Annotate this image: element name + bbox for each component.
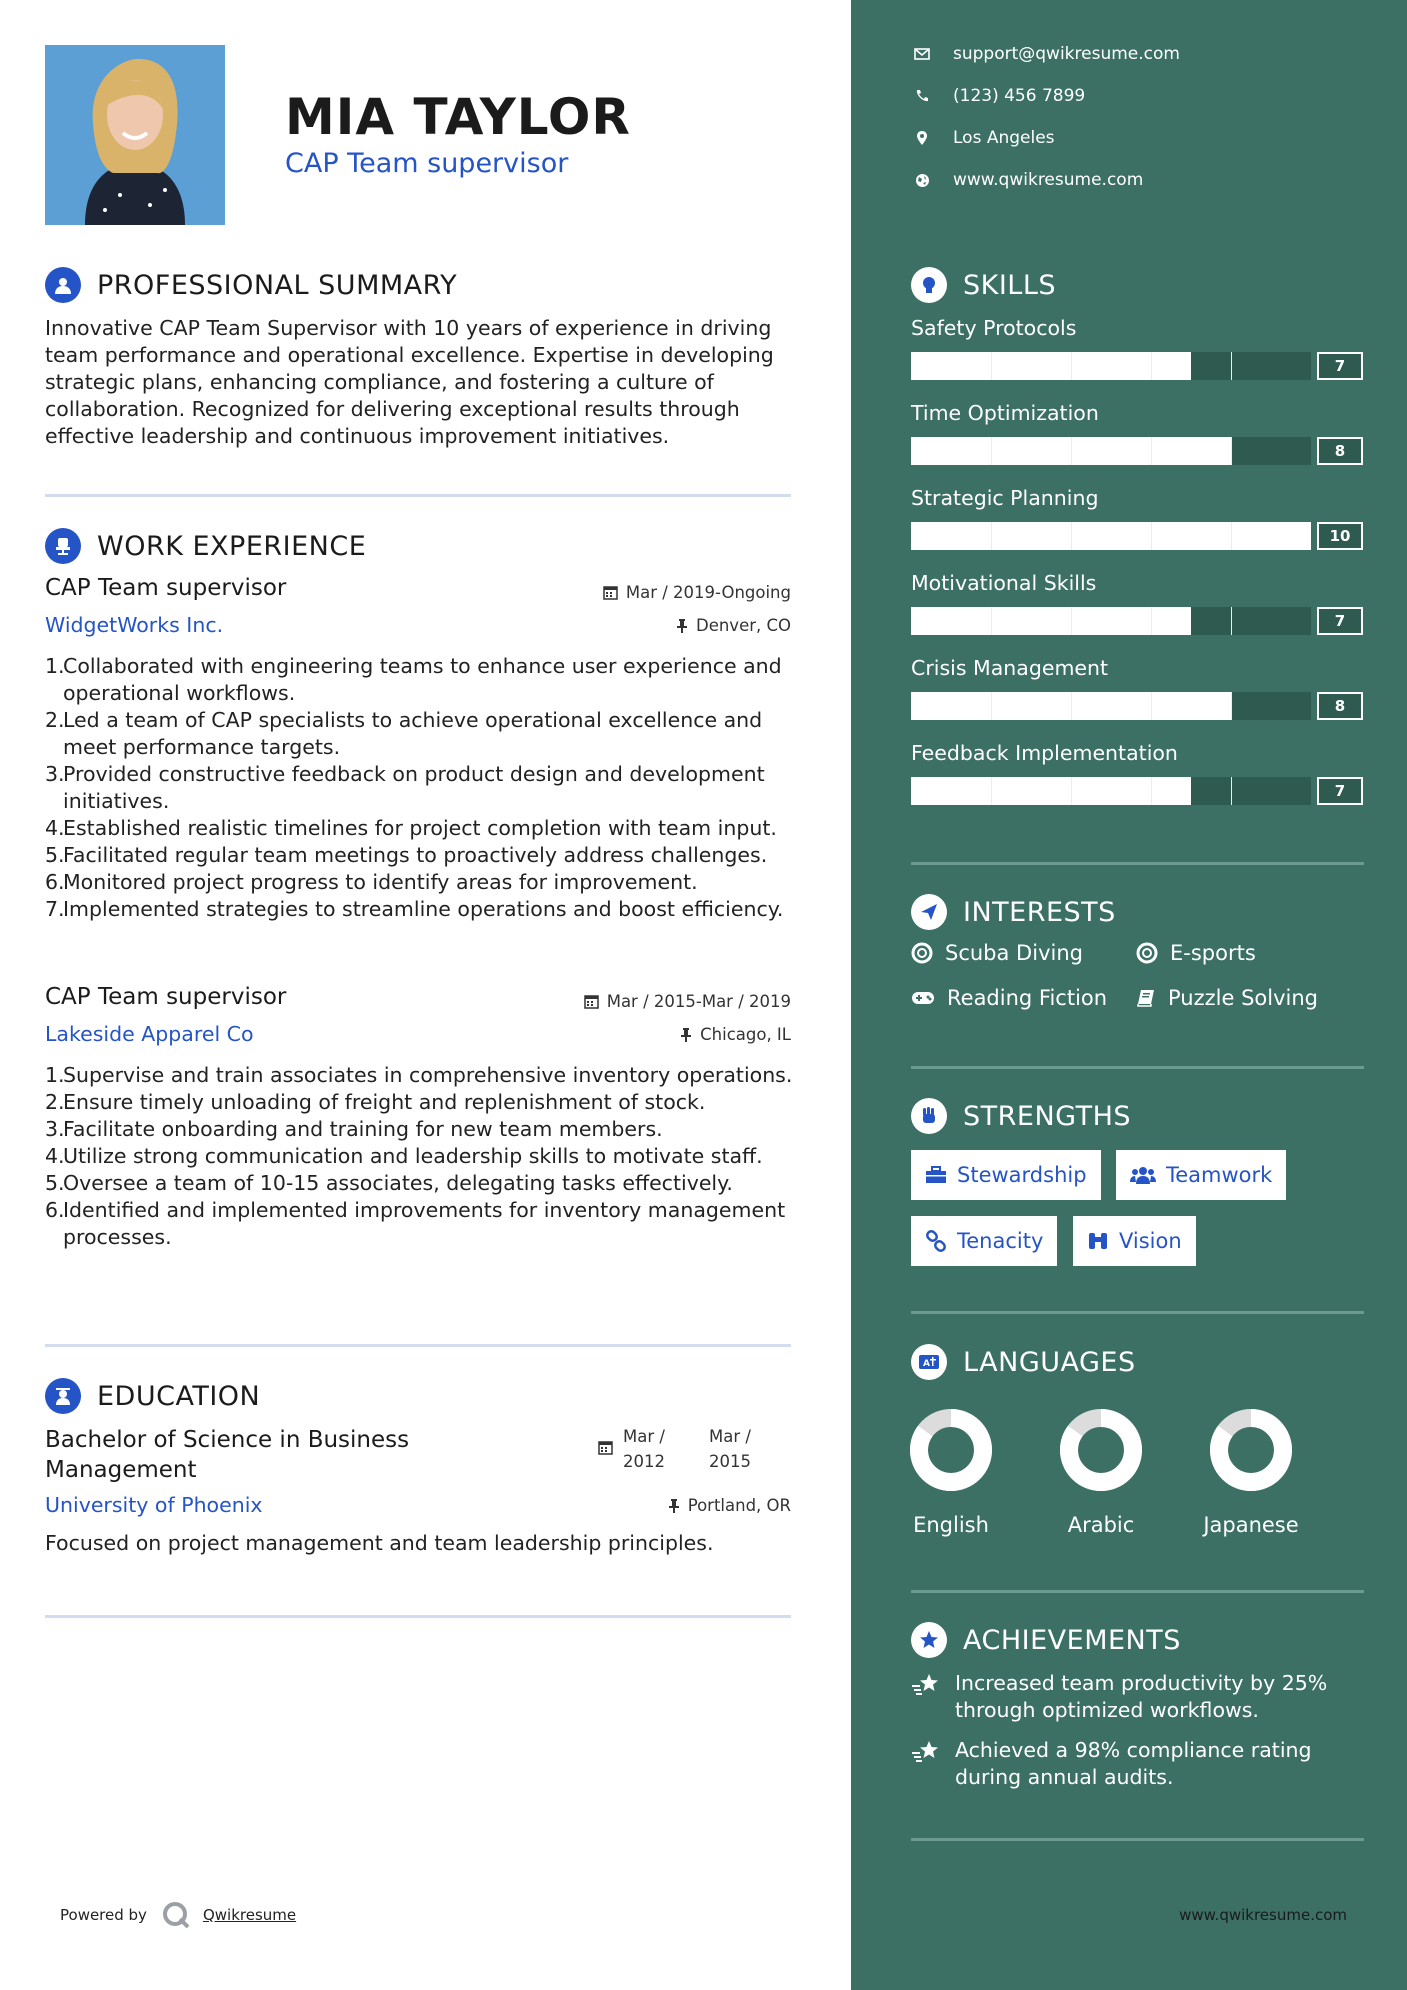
skill-bar bbox=[911, 607, 1311, 635]
list-item: 4. Utilize strong communication and leadership skills to motivate staff. bbox=[45, 1144, 763, 1168]
list-item: 5. Oversee a team of 10-15 associates, delegating tasks effectively. bbox=[45, 1171, 733, 1195]
fist-icon bbox=[911, 1098, 947, 1134]
footer-website[interactable]: www.qwikresume.com bbox=[1179, 1906, 1347, 1924]
interests-heading: INTERESTS bbox=[911, 894, 1116, 930]
skill-bar-segment bbox=[1231, 692, 1232, 720]
translate-icon bbox=[911, 1344, 947, 1380]
job-duties bbox=[45, 653, 795, 923]
job-location: Chicago, IL bbox=[680, 1025, 791, 1044]
skill-bar-segment bbox=[1151, 777, 1152, 805]
list-item: 4. Established realistic timelines for project completion with team input. bbox=[45, 816, 777, 840]
skill-score: 8 bbox=[1317, 437, 1363, 465]
strength-chip: Teamwork bbox=[1116, 1150, 1286, 1200]
skill-bar-segment bbox=[1151, 607, 1152, 635]
skill-bar bbox=[911, 777, 1311, 805]
job-dates: Mar / 2015-Mar / 2019 bbox=[584, 992, 791, 1011]
list-item: 6. Monitored project progress to identify areas for improvement. bbox=[45, 870, 698, 894]
strengths-heading: STRENGTHS bbox=[911, 1098, 1131, 1134]
interest-item: Scuba Diving bbox=[911, 941, 1083, 965]
language-item bbox=[1176, 1405, 1326, 1537]
list-item: 7. Implemented strategies to streamline operations and boost efficiency. bbox=[45, 897, 784, 921]
job-location: Denver, CO bbox=[676, 616, 791, 635]
pin-icon bbox=[668, 1498, 680, 1513]
strength-chip: Vision bbox=[1073, 1216, 1196, 1266]
education-description: Focused on project management and team leadership principles. bbox=[45, 1531, 714, 1555]
calendar-icon bbox=[598, 1440, 613, 1455]
graduate-icon bbox=[45, 1378, 81, 1414]
language-item bbox=[1026, 1405, 1176, 1537]
language-ring bbox=[1206, 1405, 1296, 1495]
skill-bar-segment bbox=[991, 352, 992, 380]
language-item bbox=[876, 1405, 1026, 1537]
strength-chip: Stewardship bbox=[911, 1150, 1101, 1200]
gamepad-icon bbox=[911, 990, 935, 1006]
skill-bar-fill bbox=[911, 777, 1191, 805]
lifebuoy-icon bbox=[1136, 942, 1158, 964]
briefcase-chair-icon bbox=[45, 528, 81, 564]
skill-label: Motivational Skills bbox=[911, 571, 1097, 595]
interest-item: E-sports bbox=[1136, 941, 1256, 965]
lifebuoy-icon bbox=[911, 942, 933, 964]
skill-bar-segment bbox=[1071, 352, 1072, 380]
calendar-icon bbox=[584, 994, 599, 1009]
education-dates: Mar / 2012 Mar / 2015 bbox=[598, 1424, 751, 1474]
skill-bar-segment bbox=[1231, 352, 1232, 380]
skill-bar-segment bbox=[1151, 437, 1152, 465]
skill-label: Strategic Planning bbox=[911, 486, 1099, 510]
skill-label: Crisis Management bbox=[911, 656, 1109, 680]
list-item: 6. Identified and implemented improvements for inventory management processes. bbox=[45, 1198, 786, 1249]
book-icon bbox=[1136, 988, 1156, 1008]
phone-icon bbox=[915, 89, 929, 103]
candidate-name: MIA TAYLOR bbox=[285, 88, 631, 146]
users-icon bbox=[1130, 1166, 1156, 1184]
skill-label: Time Optimization bbox=[911, 401, 1099, 425]
binoculars-icon bbox=[1087, 1231, 1109, 1251]
skill-bar-segment bbox=[991, 522, 992, 550]
divider bbox=[911, 1590, 1364, 1593]
job-duties bbox=[45, 1062, 795, 1251]
skill-bar-segment bbox=[1071, 692, 1072, 720]
skill-bar-segment bbox=[1231, 777, 1232, 805]
divider bbox=[911, 1311, 1364, 1314]
contact-phone: (123) 456 7899 bbox=[911, 86, 1085, 106]
language-name: Japanese bbox=[1203, 1513, 1299, 1537]
skill-label: Safety Protocols bbox=[911, 316, 1077, 340]
achievements-heading: ACHIEVEMENTS bbox=[911, 1622, 1181, 1658]
divider bbox=[45, 1344, 791, 1347]
globe-icon bbox=[915, 173, 930, 188]
shooting-star-icon bbox=[911, 1672, 941, 1698]
pin-icon bbox=[676, 618, 688, 633]
skill-bar-segment bbox=[1231, 607, 1232, 635]
svg-text:A: A bbox=[923, 1359, 930, 1369]
interest-item: Puzzle Solving bbox=[1136, 986, 1318, 1010]
list-item: 3. Facilitate onboarding and training for new team members. bbox=[45, 1117, 663, 1141]
skill-bar-segment bbox=[1151, 352, 1152, 380]
skill-bar-segment bbox=[991, 437, 992, 465]
contact-location: Los Angeles bbox=[911, 128, 1055, 148]
divider bbox=[911, 862, 1364, 865]
skill-score: 7 bbox=[1317, 607, 1363, 635]
skill-score: 7 bbox=[1317, 777, 1363, 805]
achievement-item: Increased team productivity by 25% through optimized workflows. bbox=[911, 1670, 1361, 1724]
skill-bar-segment bbox=[1071, 437, 1072, 465]
profile-photo bbox=[45, 45, 225, 225]
skill-bar-segment bbox=[1231, 522, 1232, 550]
list-item: 1. Collaborated with engineering teams to enhance user experience and operational workflows. bbox=[45, 654, 782, 705]
envelope-icon bbox=[914, 48, 930, 60]
job-dates: Mar / 2019-Ongoing bbox=[603, 583, 791, 602]
skill-label: Feedback Implementation bbox=[911, 741, 1178, 765]
map-pin-icon bbox=[916, 130, 928, 146]
skill-bar bbox=[911, 522, 1311, 550]
lightbulb-icon bbox=[911, 267, 947, 303]
skill-bar-segment bbox=[991, 777, 992, 805]
contact-website: www.qwikresume.com bbox=[911, 170, 1143, 190]
qwikresume-logo-icon bbox=[161, 1900, 191, 1930]
summary-text: Innovative CAP Team Supervisor with 10 years of experience in driving team performance and operational excellence. Expertise in developing strategic plans, enhancing compliance, and fostering a culture of collaboration. Recognized for delivering exceptional results through effective leadership and continuous improvement initiatives. bbox=[45, 316, 774, 448]
user-icon bbox=[45, 267, 81, 303]
education-location: Portland, OR bbox=[668, 1496, 791, 1515]
paper-plane-icon bbox=[911, 894, 947, 930]
list-item: 2. Ensure timely unloading of freight and replenishment of stock. bbox=[45, 1090, 706, 1114]
briefcase-icon bbox=[925, 1166, 947, 1184]
skill-bar bbox=[911, 352, 1311, 380]
language-name: Arabic bbox=[1067, 1513, 1135, 1537]
skill-bar-segment bbox=[1071, 522, 1072, 550]
experience-heading: WORK EXPERIENCE bbox=[45, 528, 366, 564]
skill-bar-fill bbox=[911, 522, 1311, 550]
shooting-star-icon bbox=[911, 1739, 941, 1765]
language-ring bbox=[906, 1405, 996, 1495]
list-item: 1. Supervise and train associates in comprehensive inventory operations. bbox=[45, 1063, 793, 1087]
star-badge-icon bbox=[911, 1622, 947, 1658]
skill-score: 10 bbox=[1317, 522, 1363, 550]
job-title: CAP Team supervisor bbox=[45, 575, 287, 601]
pin-icon bbox=[680, 1027, 692, 1042]
language-ring bbox=[1056, 1405, 1146, 1495]
education-heading: EDUCATION bbox=[45, 1378, 260, 1414]
list-item: 3. Provided constructive feedback on product design and development initiatives. bbox=[45, 762, 765, 813]
degree: Bachelor of Science in Business Management bbox=[45, 1427, 410, 1483]
skill-bar-fill bbox=[911, 607, 1191, 635]
skill-bar-fill bbox=[911, 352, 1191, 380]
divider bbox=[45, 1615, 791, 1618]
strength-chip: Tenacity bbox=[911, 1216, 1057, 1266]
languages-heading: A LANGUAGES bbox=[911, 1344, 1136, 1380]
candidate-title: CAP Team supervisor bbox=[285, 148, 569, 179]
contact-email: support@qwikresume.com bbox=[911, 44, 1180, 64]
job-company: Lakeside Apparel Co bbox=[45, 1022, 254, 1046]
divider bbox=[911, 1838, 1364, 1841]
skill-bar bbox=[911, 437, 1311, 465]
skill-bar-segment bbox=[1071, 777, 1072, 805]
link-icon bbox=[925, 1230, 947, 1252]
list-item: 2. Led a team of CAP specialists to achieve operational excellence and meet performance targets. bbox=[45, 708, 763, 759]
divider bbox=[45, 494, 791, 497]
skill-score: 8 bbox=[1317, 692, 1363, 720]
skill-score: 7 bbox=[1317, 352, 1363, 380]
school: University of Phoenix bbox=[45, 1493, 263, 1517]
job-company: WidgetWorks Inc. bbox=[45, 613, 224, 637]
skill-bar-segment bbox=[1231, 437, 1232, 465]
skill-bar-segment bbox=[991, 692, 992, 720]
calendar-icon bbox=[603, 585, 618, 600]
skill-bar-segment bbox=[1151, 692, 1152, 720]
language-name: English bbox=[913, 1513, 989, 1537]
qwikresume-link[interactable]: Qwikresume bbox=[202, 1906, 297, 1924]
interest-item: Reading Fiction bbox=[911, 986, 1107, 1010]
skill-bar-segment bbox=[991, 607, 992, 635]
skills-heading: SKILLS bbox=[911, 267, 1056, 303]
skill-bar-segment bbox=[1151, 522, 1152, 550]
skill-bar bbox=[911, 692, 1311, 720]
list-item: 5. Facilitated regular team meetings to proactively address challenges. bbox=[45, 843, 768, 867]
skill-bar-segment bbox=[1071, 607, 1072, 635]
footer-powered: Powered by Qwikresume bbox=[60, 1900, 296, 1930]
job-title: CAP Team supervisor bbox=[45, 984, 287, 1010]
summary-heading: PROFESSIONAL SUMMARY bbox=[45, 267, 457, 303]
sidebar bbox=[851, 0, 1407, 1990]
achievement-item: Achieved a 98% compliance rating during annual audits. bbox=[911, 1737, 1361, 1791]
divider bbox=[911, 1066, 1364, 1069]
